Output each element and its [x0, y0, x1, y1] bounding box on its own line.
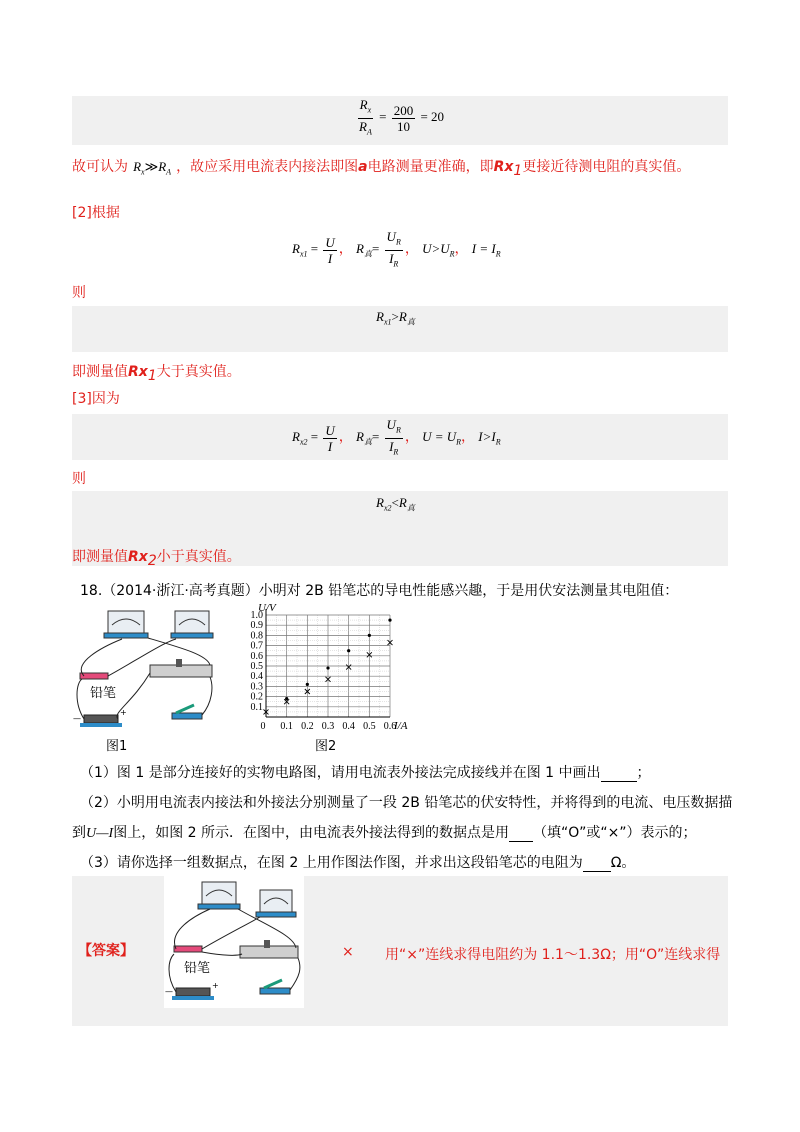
step-3-label: [3]因为 — [72, 391, 120, 407]
rheostat — [240, 940, 298, 958]
figure-1-caption: 图1 — [106, 739, 128, 754]
battery — [80, 715, 122, 727]
pencil-lead — [80, 673, 108, 679]
y-tick-label: 0.6 — [250, 650, 263, 662]
y-tick-label: 0.7 — [250, 640, 263, 652]
x-tick-label: 0.5 — [363, 721, 376, 732]
chart-grid — [266, 609, 390, 717]
equation-set-2: $R_{x1}$ = $\frac{U}{I}$ ， $R_真=$ $\frac{U_R}{I_R}$ ， $U>U_R$， $I = I_R$ — [292, 229, 501, 269]
y-tick-label: 0.2 — [250, 691, 263, 703]
conclusion-line-1: 故可认为 $R_x≫R_A$ ，故应采用电流表内接法即图a电路测量更准确，即$Rx_1$更接近待测电阻的真实值。 — [72, 159, 691, 180]
switch — [172, 705, 202, 719]
data-point-dot — [347, 649, 350, 652]
voltmeter — [198, 882, 240, 909]
x-tick-label: 0.4 — [342, 721, 355, 732]
switch — [260, 980, 290, 994]
circuit-figure-1 — [72, 603, 222, 735]
question-stem: 18.（2014·浙江·高考真题）小明对 2B 铅笔芯的导电性能感兴趣，于是用伏安法测量其电阻值： — [80, 583, 679, 599]
x-tick-label: 0.6 — [383, 721, 397, 732]
data-point-dot — [285, 697, 288, 700]
ammeter — [256, 890, 296, 917]
subquestion-3: （3）请你选择一组数据点，在图 2 上用作图法作图，并求出这段铅笔芯的电阻为 Ω。 — [80, 855, 636, 871]
battery — [172, 988, 214, 1000]
y-tick-label: 0.4 — [250, 671, 263, 683]
figure-2-caption: 图2 — [315, 739, 337, 754]
data-point-dot — [326, 666, 329, 669]
data-point-dot — [306, 683, 309, 686]
svg-text:+: + — [212, 981, 219, 990]
pencil-label: 铅笔 — [184, 961, 211, 976]
inequality-2: $R_{x2}<R_真$ — [376, 495, 415, 513]
y-tick-label: 0.8 — [250, 630, 263, 642]
answer-text: 用“×”连线求得电阻约为 1.1～1.3Ω；用“O”连线求得 — [385, 947, 721, 963]
answer-circuit-figure — [164, 876, 304, 1008]
pencil-label: 铅笔 — [90, 686, 117, 701]
conclusion-2: 即测量值$Rx_1$大于真实值。 — [72, 364, 241, 385]
answer-label: 【答案】 — [78, 943, 134, 959]
subquestion-2b: 到U—I图上，如图 2 所示．在图中，由电流表外接法得到的数据点是用 （填“O”或“×”）表示的； — [72, 825, 697, 841]
y-tick-label: 0.3 — [250, 681, 263, 693]
then-label-2: 则 — [72, 471, 86, 487]
x-axis-label: I/A — [394, 720, 408, 732]
y-tick-label: 1.0 — [250, 610, 263, 621]
data-point-dot — [388, 619, 391, 622]
y-tick-label: 0.5 — [250, 661, 263, 672]
pencil-lead — [174, 946, 202, 952]
rheostat — [150, 659, 212, 677]
then-label-1: 则 — [72, 285, 86, 301]
ratio-equation: $\frac{R_x}{R_A}$ = $\frac{200}{10}$ = 20 — [359, 97, 445, 137]
y-axis-label: U/V — [258, 602, 276, 614]
ui-chart — [240, 601, 408, 736]
y-tick-label: 0.9 — [250, 620, 263, 632]
x-tick-label: 0.2 — [301, 721, 314, 732]
inequality-1: $R_{x1}>R_真$ — [376, 309, 415, 327]
x-tick-label: 0.3 — [321, 721, 335, 732]
svg-text:+: + — [120, 708, 127, 717]
data-point-dot — [368, 634, 371, 637]
x-tick-label: 0.1 — [280, 721, 293, 732]
answer-cross: × — [342, 944, 354, 960]
svg-text:—: — — [73, 714, 81, 723]
subquestion-1: （1）图 1 是部分连接好的实物电路图，请用电流表外接法完成接线并在图 1 中画出 ； — [80, 765, 651, 781]
subquestion-2a: （2）小明用电流表内接法和外接法分别测量了一段 2B 铅笔芯的伏安特性，并将得到的电流、电压数据描 — [80, 795, 733, 811]
x-tick-label: 0 — [260, 721, 266, 732]
conclusion-3: 即测量值$Rx_2$小于真实值。 — [72, 549, 241, 570]
svg-text:—: — — [165, 987, 173, 996]
voltmeter — [104, 611, 148, 638]
ammeter — [171, 611, 213, 638]
y-tick-label: 0.1 — [250, 701, 263, 713]
equation-set-3: $R_{x2}$ = $\frac{U}{I}$ ， $R_真=$ $\frac{U_R}{I_R}$ ， $U = U_R$， $I>I_R$ — [292, 417, 501, 457]
step-2-label: [2]根据 — [72, 205, 120, 221]
